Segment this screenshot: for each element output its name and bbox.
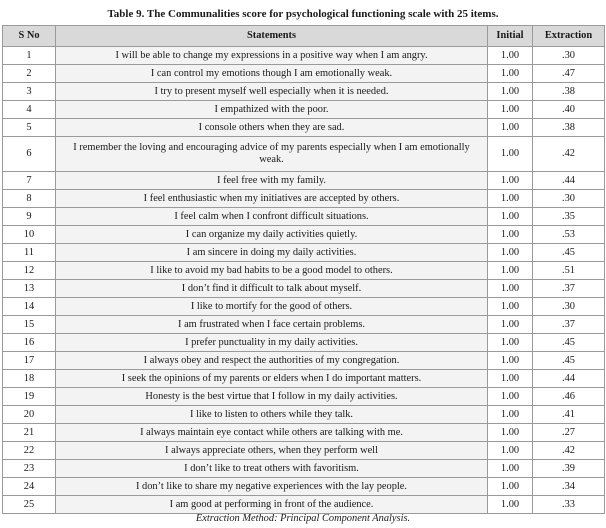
table-row xyxy=(3,244,605,262)
row-initial-cell: 1.00 xyxy=(488,280,533,298)
table-row xyxy=(3,83,605,101)
row-initial-cell: 1.00 xyxy=(488,190,533,208)
row-initial-cell: 1.00 xyxy=(488,316,533,334)
table-row xyxy=(3,65,605,83)
table-row xyxy=(3,478,605,496)
row-statement-cell: I remember the loving and encouraging advice of my parents especially when I am emotionally weak. xyxy=(56,137,488,172)
row-extraction-cell: .44 xyxy=(533,172,605,190)
row-extraction-cell: .30 xyxy=(533,47,605,65)
table-row xyxy=(3,208,605,226)
row-statement-cell: I empathized with the poor. xyxy=(56,101,488,119)
row-extraction-cell: .39 xyxy=(533,460,605,478)
row-statement-cell: Honesty is the best virtue that I follow in my daily activities. xyxy=(56,388,488,406)
table-row xyxy=(3,424,605,442)
row-sno-cell: 23 xyxy=(3,460,56,478)
row-sno-cell: 25 xyxy=(3,496,56,514)
row-sno-cell: 5 xyxy=(3,119,56,137)
row-sno-cell: 19 xyxy=(3,388,56,406)
row-extraction-cell: .34 xyxy=(533,478,605,496)
row-sno-cell: 14 xyxy=(3,298,56,316)
row-initial-cell: 1.00 xyxy=(488,137,533,172)
row-initial-cell: 1.00 xyxy=(488,478,533,496)
row-sno-cell: 12 xyxy=(3,262,56,280)
row-extraction-cell: .41 xyxy=(533,406,605,424)
row-statement-cell: I like to mortify for the good of others. xyxy=(56,298,488,316)
row-sno-cell: 1 xyxy=(3,47,56,65)
row-sno-cell: 24 xyxy=(3,478,56,496)
row-extraction-cell: .30 xyxy=(533,190,605,208)
row-initial-cell: 1.00 xyxy=(488,388,533,406)
row-initial-cell: 1.00 xyxy=(488,442,533,460)
table-row xyxy=(3,119,605,137)
row-initial-cell: 1.00 xyxy=(488,298,533,316)
row-sno-cell: 16 xyxy=(3,334,56,352)
row-statement-cell: I am good at performing in front of the audience. xyxy=(56,496,488,514)
communalities-table-container xyxy=(2,25,604,514)
row-sno-cell: 10 xyxy=(3,226,56,244)
row-initial-cell: 1.00 xyxy=(488,47,533,65)
row-statement-cell: I feel enthusiastic when my initiatives are accepted by others. xyxy=(56,190,488,208)
row-statement-cell: I prefer punctuality in my daily activities. xyxy=(56,334,488,352)
row-initial-cell: 1.00 xyxy=(488,424,533,442)
table-row xyxy=(3,388,605,406)
column-header-extraction: Extraction xyxy=(533,26,605,47)
row-statement-cell: I feel free with my family. xyxy=(56,172,488,190)
row-extraction-cell: .45 xyxy=(533,244,605,262)
row-extraction-cell: .45 xyxy=(533,352,605,370)
column-header-statements: Statements xyxy=(56,26,488,47)
table-row xyxy=(3,298,605,316)
row-statement-cell: I am frustrated when I face certain problems. xyxy=(56,316,488,334)
row-statement-cell: I can organize my daily activities quietly. xyxy=(56,226,488,244)
column-header-sno: S No xyxy=(3,26,56,47)
row-extraction-cell: .42 xyxy=(533,137,605,172)
row-statement-cell: I don’t like to treat others with favoritism. xyxy=(56,460,488,478)
row-statement-cell: I don’t like to share my negative experiences with the lay people. xyxy=(56,478,488,496)
table-row xyxy=(3,496,605,514)
row-sno-cell: 11 xyxy=(3,244,56,262)
row-initial-cell: 1.00 xyxy=(488,262,533,280)
row-sno-cell: 18 xyxy=(3,370,56,388)
table-row xyxy=(3,226,605,244)
row-sno-cell: 4 xyxy=(3,101,56,119)
row-extraction-cell: .51 xyxy=(533,262,605,280)
row-statement-cell: I always appreciate others, when they perform well xyxy=(56,442,488,460)
row-statement-cell: I seek the opinions of my parents or elders when I do important matters. xyxy=(56,370,488,388)
table-row xyxy=(3,101,605,119)
communalities-table xyxy=(2,25,605,514)
table-row xyxy=(3,172,605,190)
row-sno-cell: 22 xyxy=(3,442,56,460)
column-header-initial: Initial xyxy=(488,26,533,47)
row-statement-cell: I like to listen to others while they talk. xyxy=(56,406,488,424)
extraction-method-note: Extraction Method: Principal Component Analysis. xyxy=(195,513,411,524)
row-initial-cell: 1.00 xyxy=(488,460,533,478)
row-initial-cell: 1.00 xyxy=(488,119,533,137)
row-sno-cell: 15 xyxy=(3,316,56,334)
row-extraction-cell: .38 xyxy=(533,119,605,137)
table-row xyxy=(3,442,605,460)
row-statement-cell: I can control my emotions though I am emotionally weak. xyxy=(56,65,488,83)
table-row xyxy=(3,334,605,352)
table-row xyxy=(3,316,605,334)
row-extraction-cell: .44 xyxy=(533,370,605,388)
row-extraction-cell: .37 xyxy=(533,280,605,298)
table-row xyxy=(3,406,605,424)
row-statement-cell: I don’t find it difficult to talk about myself. xyxy=(56,280,488,298)
row-extraction-cell: .38 xyxy=(533,83,605,101)
row-extraction-cell: .27 xyxy=(533,424,605,442)
row-sno-cell: 8 xyxy=(3,190,56,208)
row-initial-cell: 1.00 xyxy=(488,496,533,514)
table-body xyxy=(3,47,605,514)
table-row xyxy=(3,280,605,298)
row-sno-cell: 6 xyxy=(3,137,56,172)
row-extraction-cell: .33 xyxy=(533,496,605,514)
row-extraction-cell: .45 xyxy=(533,334,605,352)
row-extraction-cell: .47 xyxy=(533,65,605,83)
row-sno-cell: 7 xyxy=(3,172,56,190)
row-statement-cell: I try to present myself well especially when it is needed. xyxy=(56,83,488,101)
row-initial-cell: 1.00 xyxy=(488,244,533,262)
table-row xyxy=(3,137,605,172)
row-extraction-cell: .42 xyxy=(533,442,605,460)
row-initial-cell: 1.00 xyxy=(488,208,533,226)
row-sno-cell: 20 xyxy=(3,406,56,424)
row-statement-cell: I always maintain eye contact while others are talking with me. xyxy=(56,424,488,442)
row-sno-cell: 2 xyxy=(3,65,56,83)
row-statement-cell: I console others when they are sad. xyxy=(56,119,488,137)
table-row xyxy=(3,352,605,370)
row-statement-cell: I feel calm when I confront difficult situations. xyxy=(56,208,488,226)
table-caption: Table 9. The Communalities score for psychological functioning scale with 25 items. xyxy=(107,8,499,20)
row-statement-cell: I like to avoid my bad habits to be a good model to others. xyxy=(56,262,488,280)
table-row xyxy=(3,190,605,208)
table-row xyxy=(3,262,605,280)
row-initial-cell: 1.00 xyxy=(488,65,533,83)
row-sno-cell: 3 xyxy=(3,83,56,101)
row-initial-cell: 1.00 xyxy=(488,101,533,119)
row-initial-cell: 1.00 xyxy=(488,334,533,352)
row-sno-cell: 21 xyxy=(3,424,56,442)
row-extraction-cell: .30 xyxy=(533,298,605,316)
row-extraction-cell: .46 xyxy=(533,388,605,406)
table-row xyxy=(3,47,605,65)
table-row xyxy=(3,460,605,478)
row-initial-cell: 1.00 xyxy=(488,370,533,388)
row-initial-cell: 1.00 xyxy=(488,352,533,370)
row-sno-cell: 17 xyxy=(3,352,56,370)
row-initial-cell: 1.00 xyxy=(488,226,533,244)
table-header-row xyxy=(3,26,605,47)
row-initial-cell: 1.00 xyxy=(488,406,533,424)
row-statement-cell: I am sincere in doing my daily activities. xyxy=(56,244,488,262)
row-sno-cell: 13 xyxy=(3,280,56,298)
row-statement-cell: I always obey and respect the authorities of my congregation. xyxy=(56,352,488,370)
row-extraction-cell: .37 xyxy=(533,316,605,334)
row-initial-cell: 1.00 xyxy=(488,172,533,190)
row-extraction-cell: .35 xyxy=(533,208,605,226)
row-extraction-cell: .53 xyxy=(533,226,605,244)
row-sno-cell: 9 xyxy=(3,208,56,226)
row-statement-cell: I will be able to change my expressions in a positive way when I am angry. xyxy=(56,47,488,65)
row-initial-cell: 1.00 xyxy=(488,83,533,101)
row-extraction-cell: .40 xyxy=(533,101,605,119)
table-row xyxy=(3,370,605,388)
